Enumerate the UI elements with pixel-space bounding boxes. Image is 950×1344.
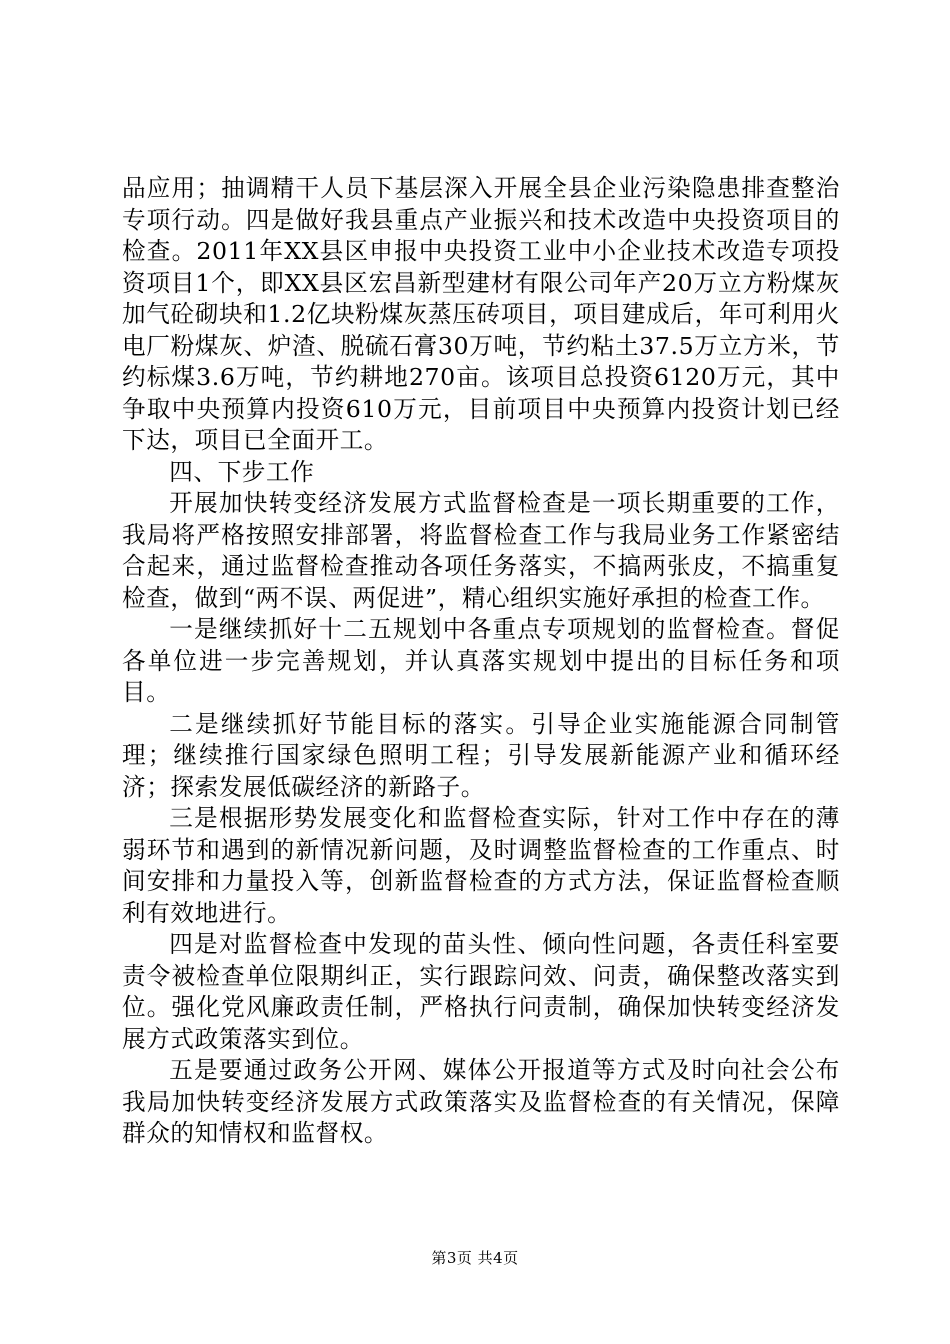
- paragraph: 五是要通过政务公开网、媒体公开报道等方式及时向社会公布我局加快转变经济发展方式政策落实及监督检查的有关情况，保障群众的知情权和监督权。: [122, 1056, 840, 1147]
- paragraph: 品应用；抽调精干人员下基层深入开展全县企业污染隐患排查整治专项行动。四是做好我县重点产业振兴和技术改造中央投资项目的检查。2011年XX县区申报中央投资工业中小企业技术改造专项投资项目1个，即XX县区宏昌新型建材有限公司年产20万立方粉煤灰加气砼砌块和1.2亿块粉煤灰蒸压砖项目，项目建成后，年可利用火电厂粉煤灰、炉渣、脱硫石膏30万吨，节约粘土37.5万立方米，节约标煤3.6万吨，节约耕地270亩。该项目总投资6120万元，其中争取中央预算内投资610万元，目前项目中央预算内投资计划已经下达，项目已全面开工。: [122, 174, 840, 454]
- paragraph: 二是继续抓好节能目标的落实。引导企业实施能源合同制管理；继续推行国家绿色照明工程；引导发展新能源产业和循环经济；探索发展低碳经济的新路子。: [122, 709, 840, 801]
- paragraph: 一是继续抓好十二五规划中各重点专项规划的监督检查。督促各单位进一步完善规划，并认真落实规划中提出的目标任务和项目。: [122, 615, 840, 706]
- paragraph: 开展加快转变经济发展方式监督检查是一项长期重要的工作，我局将严格按照安排部署，将监督检查工作与我局业务工作紧密结合起来，通过监督检查推动各项任务落实，不搞两张皮，不搞重复检查，做到“两不误、两促进”，精心组织实施好承担的检查工作。: [122, 489, 840, 612]
- page-number-footer: 第3页 共4页: [431, 1249, 519, 1267]
- section-heading: 四、下步工作: [169, 457, 315, 486]
- paragraph: 四是对监督检查中发现的苗头性、倾向性问题，各责任科室要责令被检查单位限期纠正，实行跟踪问效、问责，确保整改落实到位。强化党风廉政责任制，严格执行问责制，确保加快转变经济发展方式政策落实到位。: [122, 930, 840, 1053]
- paragraph: 三是根据形势发展变化和监督检查实际，针对工作中存在的薄弱环节和遇到的新情况新问题，及时调整监督检查的工作重点、时间安排和力量投入等，创新监督检查的方式方法，保证监督检查顺利有效地进行。: [122, 804, 840, 927]
- document-body: [122, 173, 840, 1150]
